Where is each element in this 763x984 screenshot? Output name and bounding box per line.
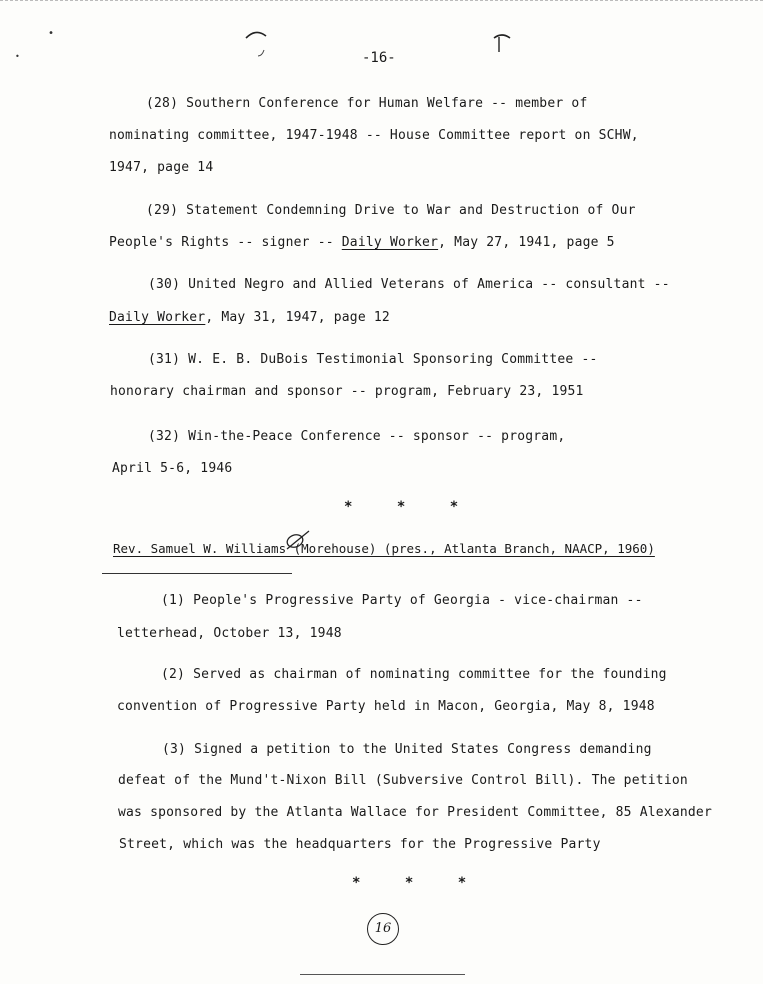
- scan-speck: •: [15, 52, 20, 61]
- section-separator: * * *: [352, 875, 485, 891]
- entry-3-line-3: was sponsored by the Atlanta Wallace for President Committee, 85 Alexander: [118, 805, 712, 820]
- entry-3-line-1: (3) Signed a petition to the United States Congress demanding: [162, 742, 652, 757]
- person-heading: Rev. Samuel W. Williams (Morehouse) (pres., Atlanta Branch, NAACP, 1960): [113, 541, 655, 556]
- entry-2-line-2: convention of Progressive Party held in Macon, Georgia, May 8, 1948: [117, 699, 655, 714]
- entry-29-text: People's Rights -- signer --: [109, 235, 342, 250]
- top-scan-edge: [0, 0, 763, 1]
- publication-title: Daily Worker: [341, 235, 439, 250]
- hole-punch-mark: [490, 30, 516, 64]
- entry-3-line-4: Street, which was the headquarters for the Progressive Party: [119, 837, 601, 852]
- entry-30-citation: , May 31, 1947, page 12: [205, 310, 390, 325]
- entry-29-citation: , May 27, 1941, page 5: [438, 235, 615, 250]
- entry-31-line-2: honorary chairman and sponsor -- program, February 23, 1951: [110, 384, 584, 399]
- heading-underline: [102, 573, 292, 574]
- entry-30-line-2: [109, 310, 390, 326]
- handwritten-check-mark: [283, 527, 311, 553]
- entry-30-line-1: (30) United Negro and Allied Veterans of America -- consultant --: [148, 277, 670, 292]
- entry-28-line-2: nominating committee, 1947-1948 -- House Committee report on SCHW,: [109, 128, 639, 143]
- bottom-scan-line: [300, 974, 465, 975]
- entry-28-line-1: (28) Southern Conference for Human Welfare -- member of: [146, 96, 588, 111]
- entry-32-line-2: April 5-6, 1946: [112, 461, 233, 476]
- entry-1-line-2: letterhead, October 13, 1948: [117, 626, 342, 641]
- hole-punch-mark: [242, 26, 272, 60]
- scan-speck: •: [48, 28, 55, 39]
- entry-2-line-1: (2) Served as chairman of nominating committee for the founding: [161, 667, 667, 682]
- entry-29-line-2: [109, 235, 615, 251]
- entry-1-line-1: (1) People's Progressive Party of Georgia - vice-chairman --: [161, 593, 643, 608]
- section-separator: * * *: [344, 499, 477, 515]
- entry-31-line-1: (31) W. E. B. DuBois Testimonial Sponsoring Committee --: [148, 352, 598, 367]
- entry-29-line-1: (29) Statement Condemning Drive to War and Destruction of Our: [146, 203, 636, 218]
- page-number: -16-: [362, 50, 396, 66]
- circled-page-number: 16: [367, 913, 399, 945]
- publication-title: Daily Worker: [109, 310, 206, 325]
- entry-3-line-2: defeat of the Mund't-Nixon Bill (Subversive Control Bill). The petition: [118, 773, 688, 788]
- entry-32-line-1: (32) Win-the-Peace Conference -- sponsor -- program,: [148, 429, 566, 444]
- entry-28-line-3: 1947, page 14: [109, 160, 214, 175]
